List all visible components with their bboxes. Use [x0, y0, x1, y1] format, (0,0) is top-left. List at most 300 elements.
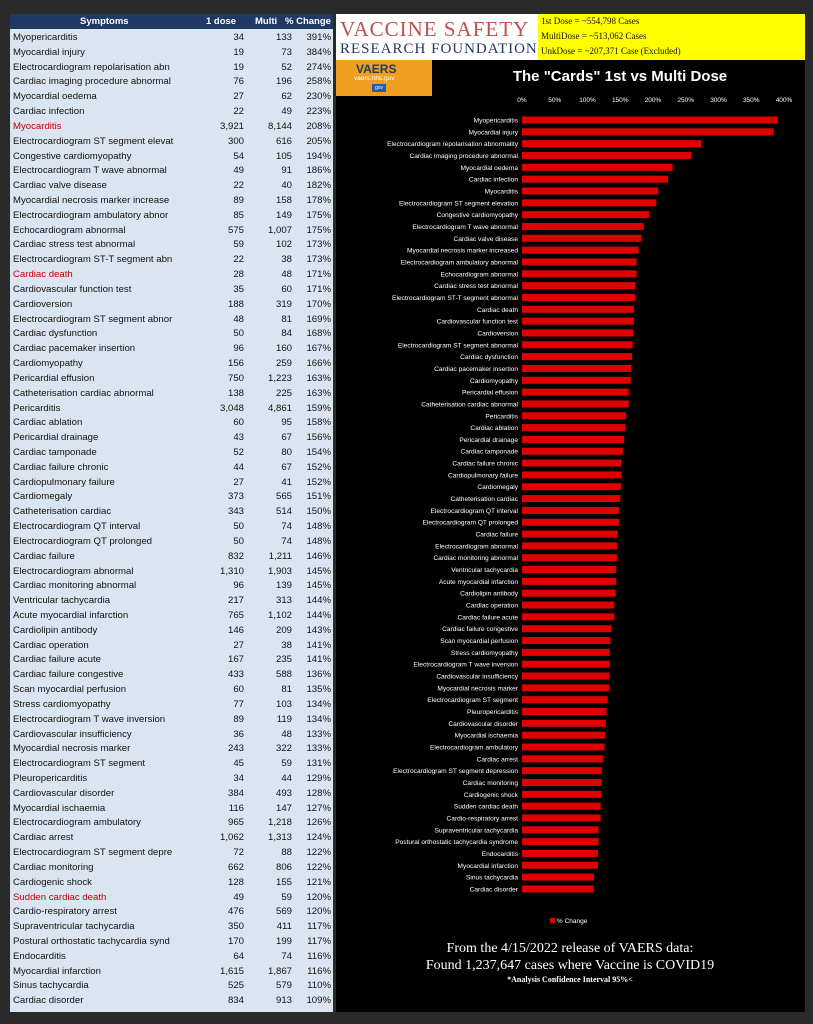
symptom-name: Electrocardiogram ST segment elevat [13, 135, 174, 147]
multi-dose-count: 52 [281, 61, 292, 73]
bar [522, 235, 641, 242]
header-symptoms: Symptoms [80, 16, 129, 27]
percent-change: 148% [306, 521, 331, 533]
category-label: Cardiolipin antibody [460, 590, 518, 598]
symptom-name: Cardiac tamponade [13, 446, 97, 458]
first-dose-count: 60 [233, 684, 244, 696]
bar [522, 720, 606, 727]
x-tick-label: 350% [742, 97, 760, 104]
first-dose-count: 1,310 [219, 565, 244, 577]
bar [522, 483, 621, 490]
percent-change: 121% [306, 876, 331, 888]
bar [522, 436, 624, 443]
first-dose-count: 19 [233, 61, 244, 73]
percent-change: 122% [306, 847, 331, 859]
category-label: Cardiac imaging procedure abnormal [409, 152, 518, 160]
bar [522, 223, 644, 230]
category-label: Pericarditis [485, 413, 518, 421]
first-dose-count: 72 [233, 847, 244, 859]
category-label: Electrocardiogram QT interval [430, 507, 518, 515]
first-dose-count: 384 [227, 787, 244, 799]
multi-dose-count: 225 [275, 387, 292, 399]
logo-line-2: RESEARCH FOUNDATION [340, 41, 538, 57]
category-label: Electrocardiogram ambulatory [430, 744, 518, 752]
table-row [10, 135, 333, 150]
bar [522, 519, 619, 526]
multi-dose-count: 158 [275, 195, 292, 207]
header-percent-change: % Change [285, 16, 331, 27]
category-label: Cardiac failure chronic [452, 460, 518, 468]
table-row [10, 476, 333, 491]
percent-change: 163% [306, 372, 331, 384]
table-row [10, 713, 333, 728]
first-dose-count: 116 [228, 802, 244, 814]
percent-change: 258% [306, 76, 331, 88]
multi-dose-count: 569 [275, 906, 292, 918]
percent-change: 152% [306, 461, 331, 473]
symptom-name: Pleuropericarditis [13, 773, 88, 784]
table-row [10, 891, 333, 906]
percent-change: 173% [306, 254, 331, 266]
table-row [10, 565, 333, 580]
table-row [10, 683, 333, 698]
table-row [10, 639, 333, 654]
first-dose-count: 243 [227, 743, 244, 755]
multi-dose-count: 60 [281, 283, 292, 295]
table-row [10, 179, 333, 194]
symptom-name: Myocardial infarction [13, 965, 101, 977]
percent-change: 194% [306, 150, 331, 162]
symptom-name: Cardiac dysfunction [13, 328, 98, 340]
category-label: Cardiac failure [475, 531, 518, 539]
symptom-name: Congestive cardiomyopathy [13, 150, 132, 162]
multi-dose-count: 41 [281, 476, 292, 488]
category-label: Cardiac infection [468, 176, 518, 184]
bar [522, 767, 602, 774]
bar [522, 471, 622, 478]
symptom-name: Pericardial drainage [13, 432, 99, 444]
bar [522, 554, 617, 561]
bar [522, 625, 611, 632]
percent-change: 167% [306, 343, 331, 355]
first-dose-count: 662 [227, 861, 244, 873]
first-dose-count: 96 [233, 343, 244, 355]
bar [522, 826, 599, 833]
multi-dose-count: 1,223 [267, 372, 292, 384]
table-row [10, 120, 333, 135]
category-label: Myocarditis [484, 188, 518, 196]
percent-change: 141% [306, 654, 331, 666]
category-label: Electrocardiogram abnormal [435, 543, 518, 551]
bar [522, 152, 691, 159]
bar [522, 199, 656, 206]
table-row [10, 772, 333, 787]
bar [522, 874, 594, 881]
symptom-name: Stress cardiomyopathy [13, 698, 111, 710]
multi-dose-count: 806 [275, 861, 292, 873]
percent-change: 146% [306, 550, 331, 562]
symptom-name: Echocardiogram abnormal [13, 224, 126, 236]
multi-dose-count: 259 [275, 358, 292, 370]
table-row [10, 668, 333, 683]
category-label: Cardiogenic shock [463, 791, 518, 799]
bar [522, 602, 614, 609]
x-tick-label: 400% [775, 97, 793, 104]
symptom-name: Cardiac monitoring abnormal [13, 580, 137, 592]
category-label: Supraventricular tachycardia [434, 827, 518, 835]
multi-dose-count: 155 [275, 876, 292, 888]
multi-dose-count: 313 [275, 595, 292, 607]
multi-dose-count: 73 [281, 46, 292, 58]
multi-dose-count: 95 [281, 417, 292, 429]
multi-dose-count: 8,144 [267, 120, 292, 132]
category-label: Cardiovascular function test [436, 318, 518, 326]
category-label: Electrocardiogram ST segment elevation [399, 200, 518, 208]
bar [522, 495, 620, 502]
first-dose-count: 48 [233, 313, 244, 325]
first-dose-count: 34 [233, 32, 244, 43]
percent-change: 230% [306, 91, 331, 103]
percent-change: 144% [306, 609, 331, 621]
multi-dose-count: 196 [275, 76, 292, 88]
multi-dose-count: 119 [276, 713, 292, 725]
first-dose-count: 832 [227, 550, 244, 562]
first-dose-count: 43 [233, 432, 244, 444]
first-dose-count: 476 [227, 906, 244, 918]
category-label: Cardiovascular insufficiency [436, 673, 518, 681]
category-label: Myopericarditis [473, 117, 518, 125]
bar [522, 258, 637, 265]
first-dose-count: 50 [233, 535, 244, 547]
table-row [10, 905, 333, 920]
category-label: Cardio-respiratory arrest [446, 815, 518, 823]
percent-change: 169% [306, 313, 331, 325]
table-row [10, 653, 333, 668]
percent-change: 163% [306, 387, 331, 399]
multi-dose-count: 40 [281, 180, 292, 192]
multi-dose-count: 149 [275, 209, 292, 221]
multi-dose-count: 102 [275, 239, 292, 251]
first-dose-count: 77 [233, 698, 244, 710]
bar [522, 507, 619, 514]
category-label: Cardiac arrest [476, 756, 518, 764]
category-label: Echocardiogram abnormal [440, 271, 518, 279]
bar [522, 187, 658, 194]
category-label: Cardiac failure congestive [442, 626, 518, 634]
multi-dose-count: 322 [275, 743, 292, 755]
category-label: Cardiac failure acute [457, 614, 518, 622]
first-dose-count: 750 [227, 372, 244, 384]
percent-change: 141% [306, 639, 331, 651]
first-dose-count: 34 [233, 773, 244, 784]
first-dose-count: 525 [227, 980, 244, 992]
percent-change: 384% [306, 46, 331, 58]
table-row [10, 372, 333, 387]
bar [522, 743, 605, 750]
x-tick-label: 0% [517, 97, 527, 104]
multi-dose-count: 88 [281, 847, 292, 859]
percent-change: 144% [306, 595, 331, 607]
table-row [10, 164, 333, 179]
multi-dose-count: 4,861 [267, 402, 292, 414]
symptom-name: Cardiogenic shock [13, 876, 92, 888]
bar [522, 176, 668, 183]
first-dose-count: 89 [233, 195, 244, 207]
percent-change: 120% [306, 906, 331, 918]
first-dose-count: 49 [233, 165, 244, 177]
first-dose-count: 22 [233, 180, 244, 192]
category-label: Scan myocardial perfusion [440, 638, 518, 646]
percent-change: 274% [306, 61, 331, 73]
bar [522, 247, 639, 254]
bar [522, 389, 629, 396]
symptom-name: Electrocardiogram ST-T segment abn [13, 254, 173, 266]
table-row [10, 979, 333, 994]
symptom-name: Electrocardiogram QT prolonged [13, 535, 153, 547]
category-label: Sinus tachycardia [465, 874, 518, 882]
category-label: Myocardial necrosis marker [437, 685, 518, 693]
category-label: Stress cardiomyopathy [450, 649, 518, 657]
multi-dose-count: 1,007 [267, 224, 292, 236]
symptom-name: Myocardial necrosis marker [13, 743, 131, 755]
percent-change: 171% [306, 269, 331, 281]
multi-dose-count: 48 [281, 269, 292, 281]
bar [522, 850, 598, 857]
first-dose-count: 49 [233, 891, 244, 903]
category-label: Myocardial necrosis marker increased [406, 247, 518, 255]
first-dose-count: 1,062 [219, 832, 244, 844]
bar [522, 412, 626, 419]
multi-dose-count: 74 [281, 950, 292, 962]
table-row [10, 846, 333, 861]
table-row [10, 935, 333, 950]
table-row [10, 224, 333, 239]
category-label: Catheterisation cardiac [450, 496, 518, 504]
bar [522, 128, 774, 135]
table-row [10, 876, 333, 891]
symptom-name: Ventricular tachycardia [13, 595, 111, 607]
header-multi: Multi [255, 16, 278, 27]
first-dose-count: 575 [227, 224, 244, 236]
category-label: Congestive cardiomyopathy [436, 212, 518, 220]
percent-change: 148% [306, 535, 331, 547]
multi-dose-count: 38 [281, 254, 292, 266]
symptom-name: Cardiac monitoring [13, 861, 94, 873]
category-label: Acute myocardial infarction [438, 578, 518, 586]
first-dose-count: 50 [233, 328, 244, 340]
first-dose-count: 834 [227, 995, 244, 1007]
x-tick-label: 300% [710, 97, 727, 104]
x-tick-label: 50% [548, 97, 562, 104]
first-dose-count: 59 [233, 239, 244, 251]
percent-change: 159% [306, 402, 331, 414]
bar [522, 424, 625, 431]
table-row [10, 31, 333, 46]
multi-dose-count: 105 [275, 150, 292, 162]
x-tick-label: 200% [644, 97, 662, 104]
percent-change: 116% [307, 950, 331, 962]
table-row [10, 520, 333, 535]
table-row [10, 728, 333, 743]
multi-dose-count: 74 [281, 521, 292, 533]
symptom-name: Catheterisation cardiac abnormal [13, 387, 154, 399]
multi-dose-count: 91 [281, 165, 292, 177]
symptom-name: Endocarditis [13, 950, 66, 962]
bar [522, 318, 634, 325]
multi-dose-count: 160 [275, 343, 292, 355]
first-dose-count: 217 [227, 595, 244, 607]
first-dose-count: 167 [227, 654, 244, 666]
bar [522, 732, 605, 739]
symptom-name: Cardiac death [13, 269, 73, 281]
category-label: Myocardial injury [468, 129, 518, 137]
footer-line-1: From the 4/15/2022 release of VAERS data: [446, 941, 694, 956]
bar [522, 649, 610, 656]
symptom-name: Scan myocardial perfusion [13, 684, 127, 696]
category-label: Electrocardiogram ambulatory abnormal [400, 259, 518, 267]
table-row [10, 816, 333, 831]
table-row [10, 787, 333, 802]
table-row [10, 994, 333, 1009]
percent-change: 175% [306, 224, 331, 236]
percent-change: 186% [306, 165, 331, 177]
table-row [10, 283, 333, 298]
first-dose-count: 19 [233, 46, 244, 58]
table-row [10, 802, 333, 817]
percent-change: 120% [306, 891, 331, 903]
category-label: Cardiac ablation [470, 425, 518, 433]
multi-dose-count: 80 [281, 446, 292, 458]
bar [522, 814, 601, 821]
multi-dose-count: 48 [281, 728, 292, 740]
percent-change: 117% [307, 921, 331, 933]
percent-change: 171% [306, 283, 331, 295]
bar [522, 566, 616, 573]
bar [522, 365, 631, 372]
percent-change: 152% [306, 476, 331, 488]
category-label: Ventricular tachycardia [451, 567, 518, 575]
multi-dose-count: 588 [275, 669, 292, 681]
table-header [10, 14, 333, 29]
category-label: Cardiac disorder [469, 886, 518, 894]
vsrf-logo [336, 14, 538, 60]
category-label: Myocardial oedema [460, 164, 518, 172]
symptom-name: Cardioversion [13, 298, 73, 310]
percent-change: 136% [306, 669, 331, 681]
first-dose-count: 156 [227, 358, 244, 370]
multi-dose-count: 579 [275, 980, 292, 992]
symptom-name: Acute myocardial infarction [13, 609, 129, 621]
symptom-name: Sinus tachycardia [13, 980, 89, 992]
symptom-name: Cardiac failure acute [13, 654, 101, 666]
category-label: Cardiac valve disease [453, 235, 518, 243]
vaers-url: vaers.hhs.gov [354, 75, 395, 82]
symptom-name: Cardiac valve disease [13, 180, 107, 192]
percent-change: 131% [306, 758, 331, 770]
bar [522, 755, 603, 762]
multi-dose-count: 565 [275, 491, 292, 503]
symptom-name: Myocardial injury [13, 46, 85, 58]
first-dose-count: 44 [233, 461, 244, 473]
first-dose-count: 28 [233, 269, 244, 281]
symptom-name: Electrocardiogram ST segment depre [13, 847, 173, 859]
bar [522, 329, 633, 336]
multi-dose-count: 411 [276, 921, 292, 933]
bar [522, 460, 622, 467]
multi-dose-count: 133 [275, 32, 292, 43]
table-row [10, 594, 333, 609]
first-dose-count: 965 [227, 817, 244, 829]
logo-line-1: VACCINE SAFETY [340, 17, 530, 41]
symptom-name: Myocardial oedema [13, 91, 97, 103]
bar [522, 779, 602, 786]
bar [522, 341, 633, 348]
first-dose-count: 45 [233, 758, 244, 770]
category-label: Pericardial drainage [459, 436, 518, 444]
percent-change: 158% [306, 417, 331, 429]
table-row [10, 209, 333, 224]
table-row [10, 461, 333, 476]
multi-dose-count: 514 [275, 506, 292, 518]
symptom-name: Electrocardiogram abnormal [13, 565, 134, 577]
category-label: Cardiac dysfunction [460, 354, 518, 362]
bar [522, 862, 598, 869]
percent-change: 124% [306, 832, 331, 844]
table-row [10, 579, 333, 594]
symptom-name: Electrocardiogram T wave abnormal [13, 165, 167, 177]
category-label: Cardiomyopathy [469, 377, 518, 385]
category-label: Cardiac death [476, 306, 518, 314]
first-dose-count: 22 [233, 254, 244, 266]
multi-dose-count: 44 [281, 773, 292, 784]
bar [522, 885, 593, 892]
bar [522, 377, 631, 384]
category-label: Myocardial infarction [457, 862, 518, 870]
multi-dose-count: 1,903 [267, 565, 292, 577]
bar [522, 542, 617, 549]
multi-dose-count: 1,313 [267, 832, 292, 844]
bar [522, 613, 614, 620]
first-dose-count: 3,921 [219, 120, 244, 132]
category-label: Electrocardiogram QT prolonged [422, 519, 518, 527]
category-label: Electrocardiogram ST-T segment abnormal [392, 294, 518, 302]
first-dose-count: 170 [227, 936, 244, 948]
table-row [10, 402, 333, 417]
symptom-name: Cardiovascular disorder [13, 787, 115, 799]
bar [522, 696, 608, 703]
bar [522, 684, 609, 691]
first-dose-count: 76 [233, 76, 244, 88]
category-label: Pericardial effusion [462, 389, 518, 397]
percent-change: 145% [306, 565, 331, 577]
x-tick-label: 250% [677, 97, 695, 104]
stat-multi-dose: MultiDose = ~513,062 Cases [541, 31, 647, 41]
symptom-name: Cardiac failure [13, 550, 75, 562]
symptom-name: Cardiopulmonary failure [13, 476, 115, 488]
percent-change: 208% [306, 120, 331, 132]
multi-dose-count: 493 [275, 787, 292, 799]
symptom-name: Myocardial ischaemia [13, 802, 106, 814]
chart-title: The "Cards" 1st vs Multi Dose [512, 68, 728, 85]
table-row [10, 965, 333, 980]
percent-change: 150% [306, 506, 331, 518]
bar [522, 673, 609, 680]
table-row [10, 742, 333, 757]
table-row [10, 490, 333, 505]
multi-dose-count: 59 [281, 891, 292, 903]
percent-change: 128% [306, 787, 331, 799]
multi-dose-count: 235 [275, 654, 292, 666]
